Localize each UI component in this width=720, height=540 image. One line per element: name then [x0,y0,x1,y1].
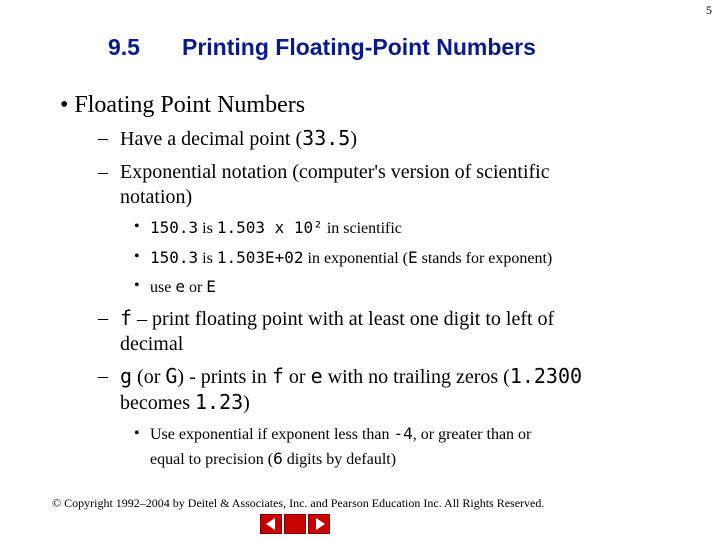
home-icon[interactable] [284,514,306,534]
sub-bullet-g: – g (or G) - prints in f or e with no trailing zeros (1.2300 becomes 1.23) [98,364,583,414]
copyright-footer: © Copyright 1992–2004 by Deitel & Associates, Inc. and Pearson Education Inc. All Rights Reserved. [52,496,545,510]
bullet-main-text: Floating Point Numbers [74,92,306,118]
back-arrow-icon[interactable] [260,514,282,534]
page-number: 5 [706,3,712,17]
bullet-main: • Floating Point Numbers [60,92,306,118]
slide-title: Printing Floating-Point Numbers [182,34,536,60]
forward-arrow-icon[interactable] [308,514,330,534]
sub-bullet-f: – f – print floating point with at least one digit to left of decimal [98,306,555,355]
sub-bullet-exponential: – Exponential notation (computer's version of scientific notation) [98,161,550,208]
sub-item-g-rule: • Use exponential if exponent less than -4, or greater than or equal to precision (6 digits by default) [134,424,532,468]
section-number: 9.5 [108,34,140,60]
